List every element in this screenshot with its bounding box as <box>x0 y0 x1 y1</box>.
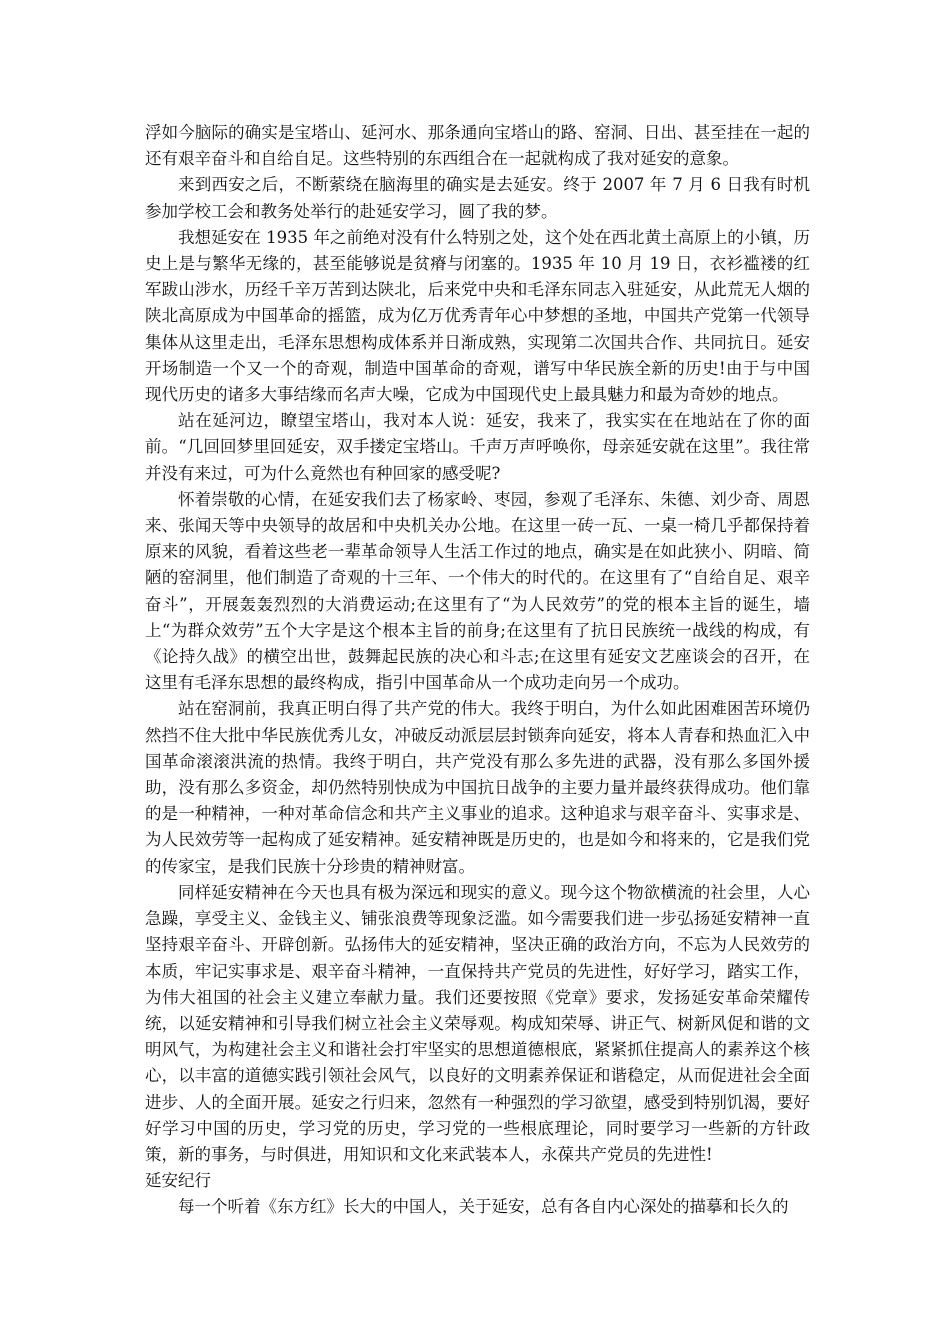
paragraph-arrival-xian: 来到西安之后，不断萦绕在脑海里的确实是去延安。终于 2007 年 7 月 6 日我有时机参加学校工会和教务处举行的赴延安学习，圆了我的梦。 <box>145 175 810 221</box>
paragraph-yanhe-river: 站在延河边，瞭望宝塔山，我对本人说：延安，我来了，我实实在在地站在了你的面前。“几回回梦里回延安，双手搂定宝塔山。千声万声呼唤你，母亲延安就在这里”。我往常并没有来过，可为什么竟然也有种回家的感受呢? <box>145 411 810 483</box>
paragraph-yanan-spirit: 同样延安精神在今天也具有极为深远和现实的意义。现今这个物欲横流的社会里，人心急躁，享受主义、金钱主义、铺张浪费等现象泛滥。如今需要我们进一步弘扬延安精神一直坚持艰辛奋斗、开辟创新。弘扬伟大的延安精神，坚决正确的政治方向，不忘为人民效劳的本质，牢记实事求是、艰辛奋斗精神，一直保持共产党员的先进性，好好学习，踏实工作，为伟大祖国的社会主义建立奉献力量。我们还要按照《党章》要求，发扬延安革命荣耀传统，以延安精神和引导我们树立社会主义荣辱观。构成知荣辱、讲正气、树新风促和谐的文明风气，为构建社会主义和谐社会打牢坚实的思想道德根底，紧紧抓住提高人的素养这个核心，以丰富的道德实践引领社会风气，以良好的文明素养保证和谐稳定，从而促进社会全面进步、人的全面开展。延安之行归来，忽然有一种强烈的学习欲望，感受到特别饥渴，要好好学习中国的历史，学习党的历史，学习党的一些根底理论，同时要学习一些新的方针政策，新的事务，与时俱进，用知识和文化来武装本人，永葆共产党员的先进性! <box>145 882 810 1164</box>
paragraph-visit-sites: 怀着崇敬的心情，在延安我们去了杨家岭、枣园，参观了毛泽东、朱德、刘少奇、周恩来、张闻天等中央领导的故居和中央机关办公地。在这里一砖一瓦、一桌一椅几乎都保持着原来的风貌，看着这些老一辈革命领导人生活工作过的地点，确实是在如此狭小、阴暗、简陋的窑洞里，他们制造了奇观的十三年、一个伟大的时代的。在这里有了“自给自足、艰辛奋斗”，开展轰轰烈烈的大消费运动;在这里有了“为人民效劳”的党的根本主旨的诞生，墙上“为群众效劳”五个大字是这个根本主旨的前身;在这里有了抗日民族统一战线的构成，有《论持久战》的横空出世，鼓舞起民族的决心和斗志;在这里有延安文艺座谈会的召开，在这里有毛泽东思想的最终构成，指引中国革命从一个成功走向另一个成功。 <box>145 489 810 693</box>
paragraph-continuation: 浮如今脑际的确实是宝塔山、延河水、那条通向宝塔山的路、窑洞、日出、甚至挂在一起的还有艰辛奋斗和自给自足。这些特别的东西组合在一起就构成了我对延安的意象。 <box>145 123 810 169</box>
section-heading: 延安纪行 <box>145 1171 211 1191</box>
paragraph-dongfanghong: 每一个听着《东方红》长大的中国人，关于延安，总有各自内心深处的描摹和长久的 <box>178 1197 789 1217</box>
paragraph-yanan-history: 我想延安在 1935 年之前绝对没有什么特别之处，这个处在西北黄土高原上的小镇，历史上是与繁华无缘的，甚至能够说是贫瘠与闭塞的。1935 年 10 月 19 日，衣衫褴褛的红军跋山涉水，历经千辛万苦到达陕北，后来党中央和毛泽东同志入驻延安，从此荒无人烟的陕北高原成为中国革命的摇篮，成为亿万优秀青年心中梦想的圣地，中国共产党第一代领导集体从这里走出，毛泽东思想构成体系并日渐成熟，实现第二次国共合作、共同抗日。延安开场制造一个又一个的奇观，制造中国革命的奇观，谱写中华民族全新的历史!由于与中国现代历史的诸多大事结缘而名声大噪，它成为中国现代史上最具魅力和最为奇妙的地点。 <box>145 227 810 405</box>
paragraph-cave-dwelling: 站在窑洞前，我真正明白得了共产党的伟大。我终于明白，为什么如此困难困苦环境仍然挡不住大批中华民族优秀儿女，冲破反动派层层封锁奔向延安，将本人青春和热血汇入中国革命滚滚洪流的热情。我终于明白，共产党没有那么多先进的武器，没有那么多国外援助，没有那么多资金，却仍然特别快成为中国抗日战争的主要力量并最终获得成功。他们靠的是一种精神，一种对革命信念和共产主义事业的追求。这种追求与艰辛奋斗、实事求是、为人民效劳等一起构成了延安精神。延安精神既是历史的，也是如今和将来的，它是我们党的传家宝，是我们民族十分珍贵的精神财富。 <box>145 699 810 876</box>
document-body <box>145 120 810 1221</box>
